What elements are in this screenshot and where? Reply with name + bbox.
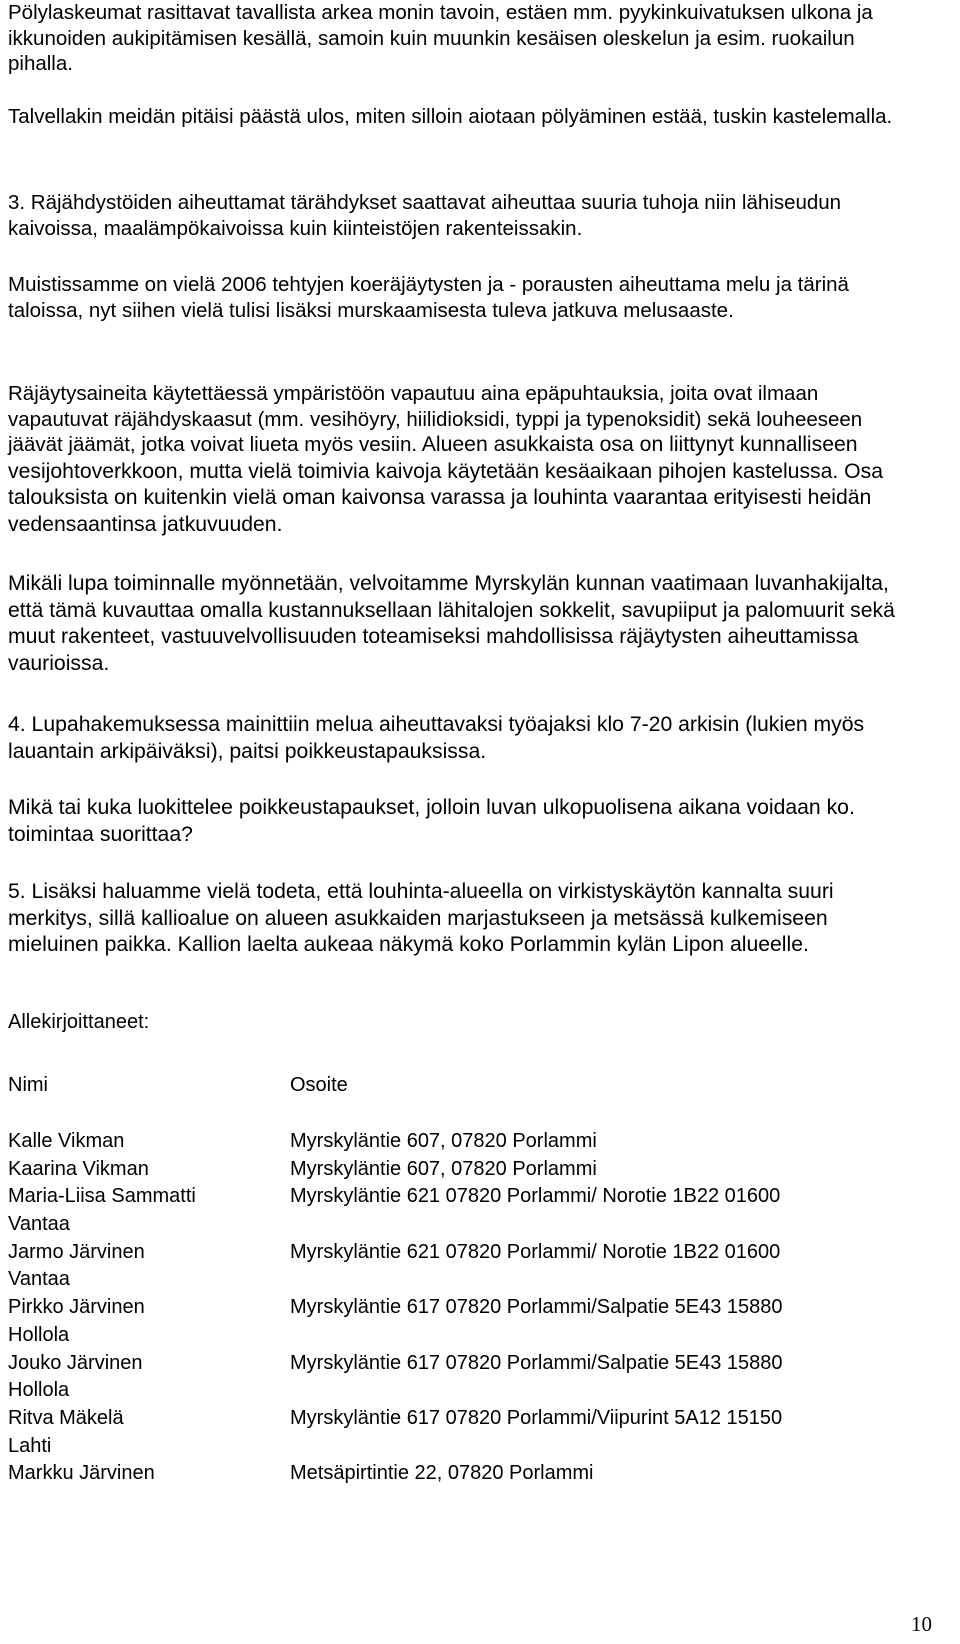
signature-row (8, 1183, 908, 1211)
page-number: 10 (911, 1612, 932, 1636)
signer-city: Vantaa (8, 1213, 70, 1236)
signature-row (8, 1433, 908, 1461)
signature-row (8, 1350, 908, 1378)
paragraph-question: Mikä tai kuka luokittelee poikkeustapaukset, jolloin luvan ulkopuolisena aikana voidaan ko. toimintaa suorittaa? (8, 796, 855, 846)
paragraph-item-4: 4. Lupahakemuksessa mainittiin melua aiheuttavaksi työajaksi klo 7-20 arkisin (lukien myös lauantain arkipäiväksi), paitsi poikkeustapauksissa. (8, 713, 865, 763)
signer-address: Myrskyläntie 607, 07820 Porlammi (290, 1157, 597, 1180)
signatures-list (8, 1128, 908, 1488)
signer-address: Myrskyläntie 617 07820 Porlammi/Salpatie 5E43 15880 (290, 1351, 783, 1374)
signature-row (8, 1294, 908, 1322)
signature-row (8, 1405, 908, 1433)
paragraph-item-3: 3. Räjähdystöiden aiheuttamat tärähdykset saattavat aiheuttaa suuria tuhoja niin lähiseudun kaivoissa, maalämpökaivoissa kuin kiinteistöjen rakenteissakin. (8, 191, 842, 240)
signer-address: Myrskyläntie 621 07820 Porlammi/ Norotie 1B22 01600 (290, 1240, 781, 1263)
signature-row (8, 1377, 908, 1405)
signer-name: Pirkko Järvinen (8, 1296, 145, 1319)
column-header-address: Osoite (290, 1074, 348, 1096)
paragraph-explosives (8, 381, 908, 538)
signer-city: Hollola (8, 1379, 70, 1402)
paragraph-item-5: 5. Lisäksi haluamme vielä todeta, että louhinta-alueella on virkistyskäytön kannalta suuri merkitys, sillä kallioalue on alueen asukkaiden marjastukseen ja metsässä kulkemiseen mieluinen paikka. Kallion laelta aukeaa näkymä koko Porlammin kylän Lipon alueelle. (8, 880, 834, 956)
signature-row (8, 1266, 908, 1294)
signer-name: Maria-Liisa Sammatti (8, 1185, 196, 1208)
signature-row (8, 1211, 908, 1239)
signature-row (8, 1322, 908, 1350)
signer-address: Myrskyläntie 621 07820 Porlammi/ Norotie 1B22 01600 (290, 1185, 781, 1208)
signer-name: Jarmo Järvinen (8, 1240, 145, 1263)
signature-row (8, 1460, 908, 1488)
signer-name: Kaarina Vikman (8, 1157, 149, 1180)
signature-row (8, 1128, 908, 1156)
signer-city: Vantaa (8, 1268, 70, 1291)
paragraph-condition: Mikäli lupa toiminnalle myönnetään, velvoitamme Myrskylän kunnan vaatimaan luvanhakijalta, että tämä kuvauttaa omalla kustannuksellaan lähitalojen sokkelit, savupiiput ja palomuurit sekä muut rakenteet, vastuuvelvollisuuden toteamiseksi mahdollisissa räjäytysten aiheuttamissa vaurioissa. (8, 572, 895, 675)
signer-name: Markku Järvinen (8, 1462, 155, 1485)
explosives-text-a: Räjäytysaineita käytettäessä ympäristöön vapautuu aina epäpuhtauksia, joita ovat ilmaan vapautuvat räjähdyskaasut (mm. vesihöyry, hiilidioksidi, typpi ja typenoksidit) sekä louheeseen jäävät jäämät, jotka voivat liueta myös vesiin. (8, 382, 863, 456)
signer-city: Hollola (8, 1323, 70, 1346)
signer-address: Myrskyläntie 607, 07820 Porlammi (290, 1130, 597, 1152)
signature-row (8, 1239, 908, 1267)
signer-address: Myrskyläntie 617 07820 Porlammi/Salpatie 5E43 15880 (290, 1296, 783, 1319)
explosives-text-b: Alueen asukkaista osa on liittynyt kunnalliseen vesijohtoverkkoon, mutta vielä toimivia kaivoja käytetään kesäaikaan pihojen kastelussa. Osa talouksista on kuitenkin vielä oman kaivonsa varassa ja louhinta vaarantaa erityisesti heidän vedensaantinsa jatkuvuuden. (8, 433, 884, 536)
signatories-label: Allekirjoittaneet: (8, 1011, 150, 1033)
paragraph-memory: Muistissamme on vielä 2006 tehtyjen koeräjäytysten ja - porausten aiheuttama melu ja tärinä taloissa, nyt siihen vielä tulisi lisäksi murskaamisesta tuleva jatkuva melusaaste. (8, 273, 849, 322)
signer-name: Kalle Vikman (8, 1130, 125, 1152)
signer-city: Lahti (8, 1434, 52, 1457)
signer-name: Jouko Järvinen (8, 1351, 143, 1374)
column-header-name: Nimi (8, 1074, 48, 1096)
signer-address: Myrskyläntie 617 07820 Porlammi/Viipurint 5A12 15150 (290, 1406, 783, 1429)
paragraph-dust: Pölylaskeumat rasittavat tavallista arkea monin tavoin, estäen mm. pyykinkuivatuksen ulkona ja ikkunoiden aukipitämisen kesällä, samoin kuin muunkin kesäisen oleskelun ja esim. ruokailun pihalla. (8, 1, 873, 75)
signature-row (8, 1156, 908, 1184)
paragraph-winter: Talvellakin meidän pitäisi päästä ulos, miten silloin aiotaan pölyäminen estää, tuskin kastelemalla. (8, 105, 893, 128)
signer-name: Ritva Mäkelä (8, 1406, 124, 1429)
signer-address: Metsäpirtintie 22, 07820 Porlammi (290, 1462, 594, 1485)
